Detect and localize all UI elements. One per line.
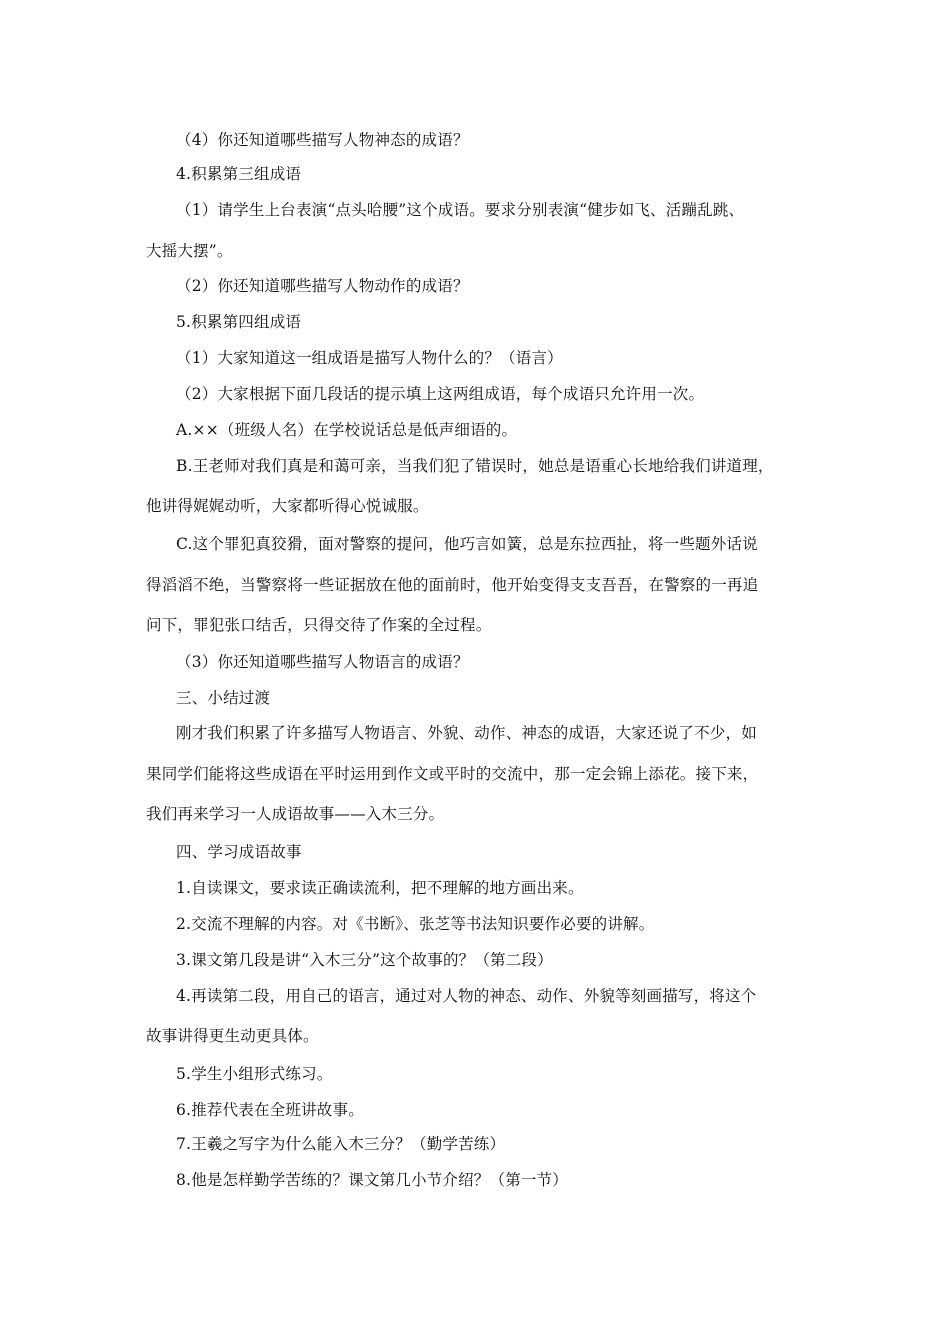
paragraph-line: C.这个罪犯真狡猾，面对警察的提问，他巧言如簧，总是东拉西扯，将一些题外话说	[176, 535, 758, 553]
paragraph-line: 他讲得娓娓动听，大家都听得心悦诚服。	[146, 497, 429, 515]
paragraph-line: 故事讲得更生动更具体。	[146, 1027, 319, 1045]
section-heading: 三、小结过渡	[176, 689, 271, 707]
paragraph-line: 5.学生小组形式练习。	[176, 1065, 333, 1083]
paragraph-line: 2.交流不理解的内容。对《书断》、张芝等书法知识要作必要的讲解。	[176, 915, 655, 933]
paragraph-line: 7.王羲之写字为什么能入木三分？（勤学苦练）	[176, 1135, 506, 1153]
paragraph-line: 8.他是怎样勤学苦练的？课文第几小节介绍？（第一节）	[176, 1171, 568, 1189]
paragraph-line: 大摇大摆”。	[146, 242, 233, 260]
paragraph-line: （2）你还知道哪些描写人物动作的成语？	[176, 277, 469, 295]
paragraph-line: 我们再来学习一人成语故事——入木三分。	[146, 805, 445, 823]
paragraph-line: 问下，罪犯张口结舌，只得交待了作案的全过程。	[146, 616, 492, 634]
paragraph-line: 4.再读第二段，用自己的语言，通过对人物的神态、动作、外貌等刻画描写，将这个	[176, 987, 757, 1005]
paragraph-line: 4.积累第三组成语	[176, 165, 302, 183]
paragraph-line: A.××（班级人名）在学校说话总是低声细语的。	[176, 421, 518, 439]
paragraph-line: 6.推荐代表在全班讲故事。	[176, 1101, 364, 1119]
paragraph-line: 刚才我们积累了许多描写人物语言、外貌、动作、神态的成语，大家还说了不少，如	[176, 724, 757, 742]
paragraph-line: （1）大家知道这一组成语是描写人物什么的？（语言）	[176, 349, 563, 367]
paragraph-line: 5.积累第四组成语	[176, 313, 302, 331]
paragraph-line: 1.自读课文，要求读正确读流利，把不理解的地方画出来。	[176, 879, 584, 897]
paragraph-line: B.王老师对我们真是和蔼可亲，当我们犯了错误时，她总是语重心长地给我们讲道理，	[176, 457, 774, 475]
section-heading: 四、学习成语故事	[176, 843, 302, 861]
paragraph-line: （3）你还知道哪些描写人物语言的成语？	[176, 653, 469, 671]
paragraph-line: （1）请学生上台表演“点头哈腰”这个成语。要求分别表演“健步如飞、活蹦乱跳、	[176, 201, 745, 219]
paragraph-line: 3.课文第几段是讲“入木三分”这个故事的？（第二段）	[176, 951, 553, 969]
paragraph-line: 果同学们能将这些成语在平时运用到作文或平时的交流中，那一定会锦上添花。接下来，	[146, 765, 759, 783]
paragraph-line: （2）大家根据下面几段话的提示填上这两组成语，每个成语只允许用一次。	[176, 385, 705, 403]
paragraph-line: （4）你还知道哪些描写人物神态的成语？	[176, 131, 469, 149]
paragraph-line: 得滔滔不绝，当警察将一些证据放在他的面前时，他开始变得支支吾吾，在警察的一再追	[146, 576, 759, 594]
